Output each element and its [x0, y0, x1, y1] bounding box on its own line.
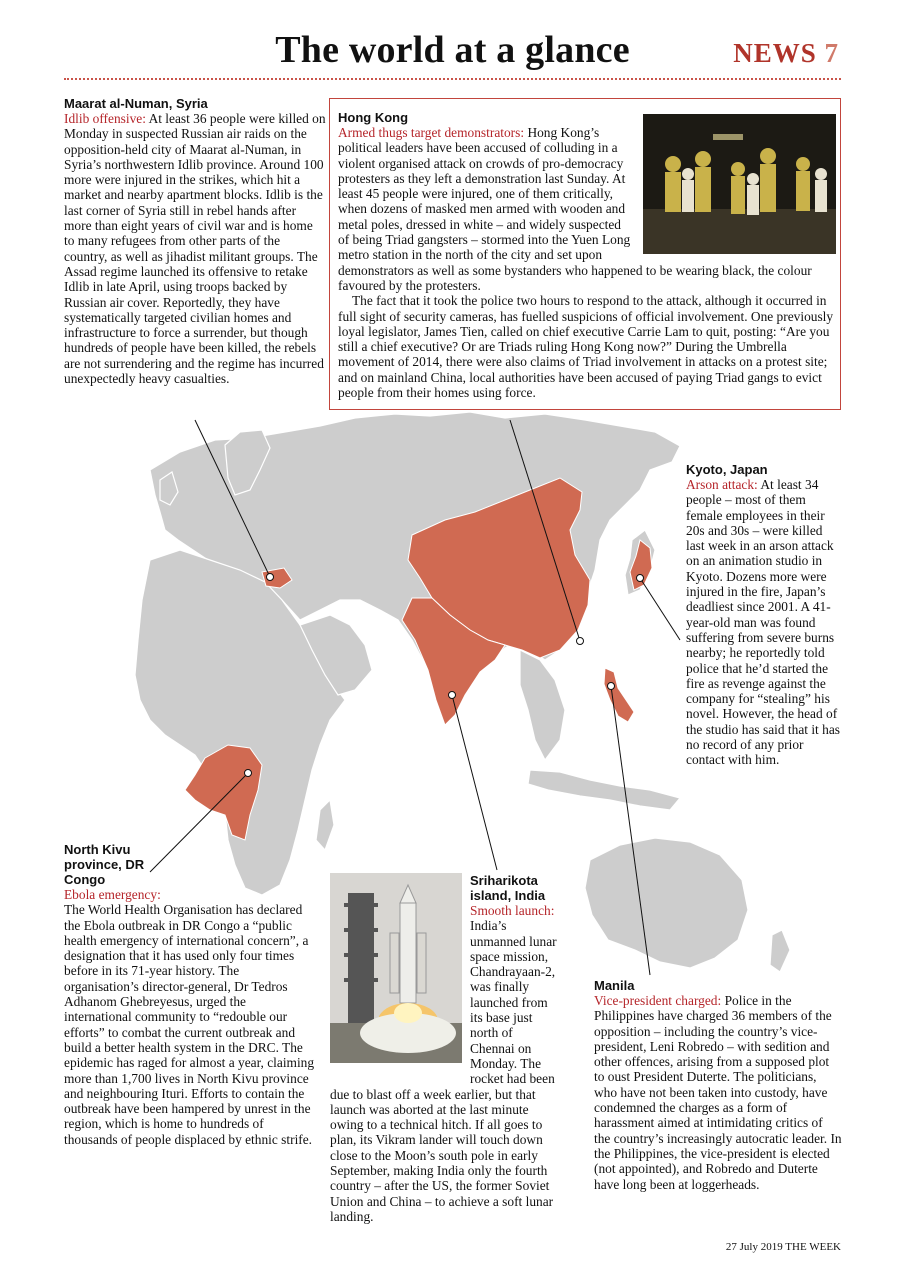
marker-syria	[267, 574, 274, 581]
story-place: Maarat al-Numan, Syria	[64, 96, 208, 111]
madagascar	[316, 800, 334, 850]
story-body: At least 34 people – most of them female employees in their 20s and 30s – were killed last week in an arson attack on an animation studio in Kyoto. Dozens more were injured in the fire, Japan’s deadliest since 2001. A 41-year-old man was found suffering from severe burns nearby; he reportedly told police that he’d started the fire as revenge against the company for “stealing” his novel. However, the head of the studio has said that it has no record of any prior contact with him.	[686, 477, 840, 768]
story-headline: Armed thugs target demonstrators:	[338, 125, 525, 140]
marker-manila	[608, 683, 615, 690]
marker-kivu	[245, 770, 252, 777]
marker-hong-kong	[577, 638, 584, 645]
story-place: Manila	[594, 978, 635, 993]
story-place: Kyoto, Japan	[686, 462, 768, 477]
protest-photo-image	[643, 114, 836, 254]
story-body: At least 36 people were killed on Monday in suspected Russian air raids on the opposition-held city of Maarat al-Numan, in Syria’s northwestern Idlib province. Around 100 more were injured in the strikes, which hit a market and nearby apartment blocks. Idlib is the last corner of Syria still in rebel hands after more than eight years of civil war and is home to many refugees from other parts of the country, as well as jihadist militant groups. The Assad regime launched its offensive to retake Idlib in late April, using troops backed by Russian air cover. Reportedly, they have systematically targeted civilian homes and infrastructure to force a surrender, but though hundreds of people have been killed, the rebels are not surrendering and the regime has incurred unexpectedly heavy casualties.	[64, 111, 326, 387]
story-kivu	[64, 842, 316, 1147]
story-body: India’s unmanned lunar space mission, Chandrayaan-2, was finally launched from its base just north of Chennai on Monday. The rocket had been due to blast off a week earlier, but that launch was aborted at the last minute owing to a technical hitch. If all goes to plan, its Vikram lander will touch down close to the Moon’s south pole in early September, making India only the fourth country – after the US, the former Soviet Union and China – to achieve a soft lunar landing.	[330, 918, 557, 1224]
story-headline: Idlib offensive:	[64, 111, 146, 126]
rocket-photo	[330, 873, 470, 1073]
story-body: Police in the Philippines have charged 36 members of the opposition – including the country’s vice-president, Leni Robredo – with sedition and other offences, arising from a supposed plot to oust President Duterte. The politicians, who have not been taken into custody, have condemned the charges as a form of harassment aimed at intimidating critics of the country’s increasingly autocratic leader. In the Philippines, the vice-president is elected (not appointed), and Robredo and Duterte have long been at loggerheads.	[594, 993, 842, 1192]
story-hong-kong	[338, 110, 836, 400]
story-headline: Ebola emergency:	[64, 887, 161, 902]
philippines-highlight	[604, 668, 634, 722]
rocket-launch-image	[330, 873, 462, 1063]
story-headline: Vice-president charged:	[594, 993, 722, 1008]
page-title: The world at a glance	[275, 29, 630, 71]
story-kyoto	[686, 462, 842, 768]
story-body-continued: The fact that it took the police two hours to respond to the attack, although it occurred in full sight of security cameras, has fuelled suspicions of official involvement. One previously loyal legislator, James Tien, called on chief executive Carrie Lam to quit, posting: “Are you still a chief executive? Or are Triads ruling Hong Kong now?” During the Umbrella movement of 2014, there were also claims of Triad involvement in attacks on a protest site; and on mainland China, local authorities have been accused of paying Triad gangs to evict people from their homes using force.	[338, 293, 834, 401]
page-footer: 27 July 2019 THE WEEK	[725, 1241, 841, 1253]
hong-kong-photo	[635, 110, 836, 257]
australia	[585, 838, 748, 968]
header-rule	[64, 78, 841, 80]
page-number: 7	[824, 38, 839, 68]
story-india	[330, 873, 560, 1224]
story-syria	[64, 96, 326, 386]
story-body: The World Health Organisation has declared the Ebola outbreak in DR Congo a “public health emergency of international concern”, a designation that it has used only four times before in its 71-year history. The organisation’s director-general, Dr Tedros Adhanom Ghebreyesus, urged the international community to “redouble our efforts” to combat the current outbreak and build a better health system in the DRC. The epidemic has raged for almost a year, claiming more than 1,700 lives in North Kivu province and neighbouring Ituri. Efforts to contain the outbreak have been hampered by unrest in the region, which is home to hundreds of thousands of people displaced by ethnic strife.	[64, 902, 315, 1147]
story-place: Hong Kong	[338, 110, 409, 125]
marker-india	[449, 692, 456, 699]
section-name: NEWS	[733, 38, 817, 68]
marker-kyoto	[637, 575, 644, 582]
story-headline: Smooth launch:	[470, 903, 555, 918]
story-place: North Kivu province, DR Congo	[64, 842, 145, 887]
story-place: Sriharikota island, India	[470, 873, 546, 903]
southeast-asia	[520, 650, 565, 760]
story-manila	[594, 978, 842, 1192]
indonesia	[528, 770, 680, 810]
story-body: Hong Kong’s political leaders have been accused of colluding in a violent organised attack on crowds of pro-democracy protesters as they left a demonstration last Sunday. At least 45 people were injured, one of them critically, when dozens of masked men armed with wooden and metal poles, dressed in white – and widely suspected of being Triad gangsters – stormed into the Yuen Long metro station in the north of the city and set upon demonstrators as well as some bystanders who happened to be wearing black, the colour favoured by the protesters.	[338, 125, 812, 293]
section-label	[733, 38, 839, 69]
story-headline: Arson attack:	[686, 477, 758, 492]
new-zealand	[770, 930, 790, 972]
